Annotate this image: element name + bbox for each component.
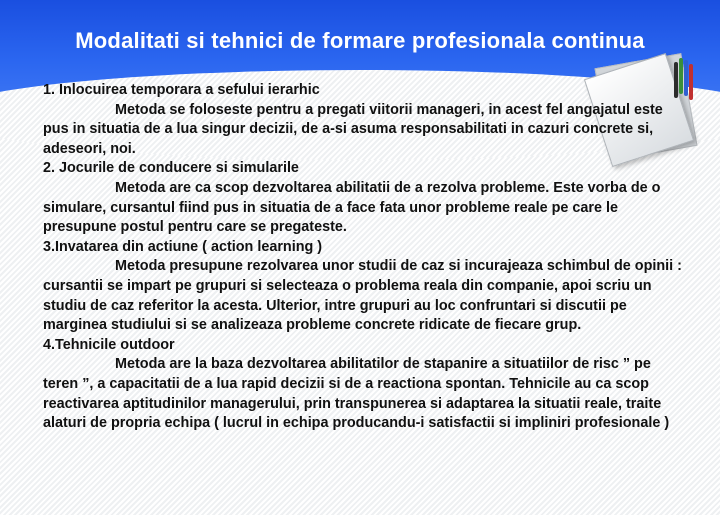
section-4-heading: 4.Tehnicile outdoor [43, 336, 175, 353]
slide-title: Modalitati si tehnici de formare profesionala continua [75, 28, 645, 53]
pen-blue [684, 60, 688, 96]
section-1-heading: 1. Inlocuirea temporara a sefului ierarhic [43, 82, 320, 98]
section-4-text: Metoda are la baza dezvoltarea abilitatilor de stapanire a situatiilor de risc ” pe teren ”, a capacitatii de a lua rapid decizii si de a reactiona spontan. Tehnicile au ca scop reactivarea aptitudinilor managerului, prin transpunerea si adaptarea la situatii reale, traite alaturi de propria echipa ( lucrul in echipa producandu-i satisfactii si impliniri profesionale ) [43, 356, 670, 432]
section-1-text: Metoda se foloseste pentru a pregati viitorii manageri, in acest fel angajatul este pus in situatia de a lua singur decizii, de a-si asuma responsabilitati in cazuri concrete si, adeseori, noi. [43, 101, 663, 157]
section-2-heading: 2. Jocurile de conducere si simularile [43, 160, 299, 177]
slide-content [43, 81, 683, 434]
section-3-text: Metoda presupune rezolvarea unor studii de caz si incurajeaza schimbul de opinii : cursantii se impart pe grupuri si selecteaza o problema reala din companie, apoi scriu un studiu de caz referitor la acesta. Ulterior, intre grupuri au loc confruntari si discutii pe marginea studiului si se analizeaza probleme concrete ridicate de fiecare grup. [43, 258, 682, 334]
section-2-text: Metoda are ca scop dezvoltarea abilitatii de a rezolva probleme. Este vorba de o simulare, cursantul fiind pus in situatia de a face fata unor probleme reale pe care le presupune postul pentru care se pregateste. [43, 179, 661, 236]
pen-red [689, 64, 693, 100]
section-3-heading: 3.Invatarea din actiune ( action learning ) [43, 238, 323, 255]
